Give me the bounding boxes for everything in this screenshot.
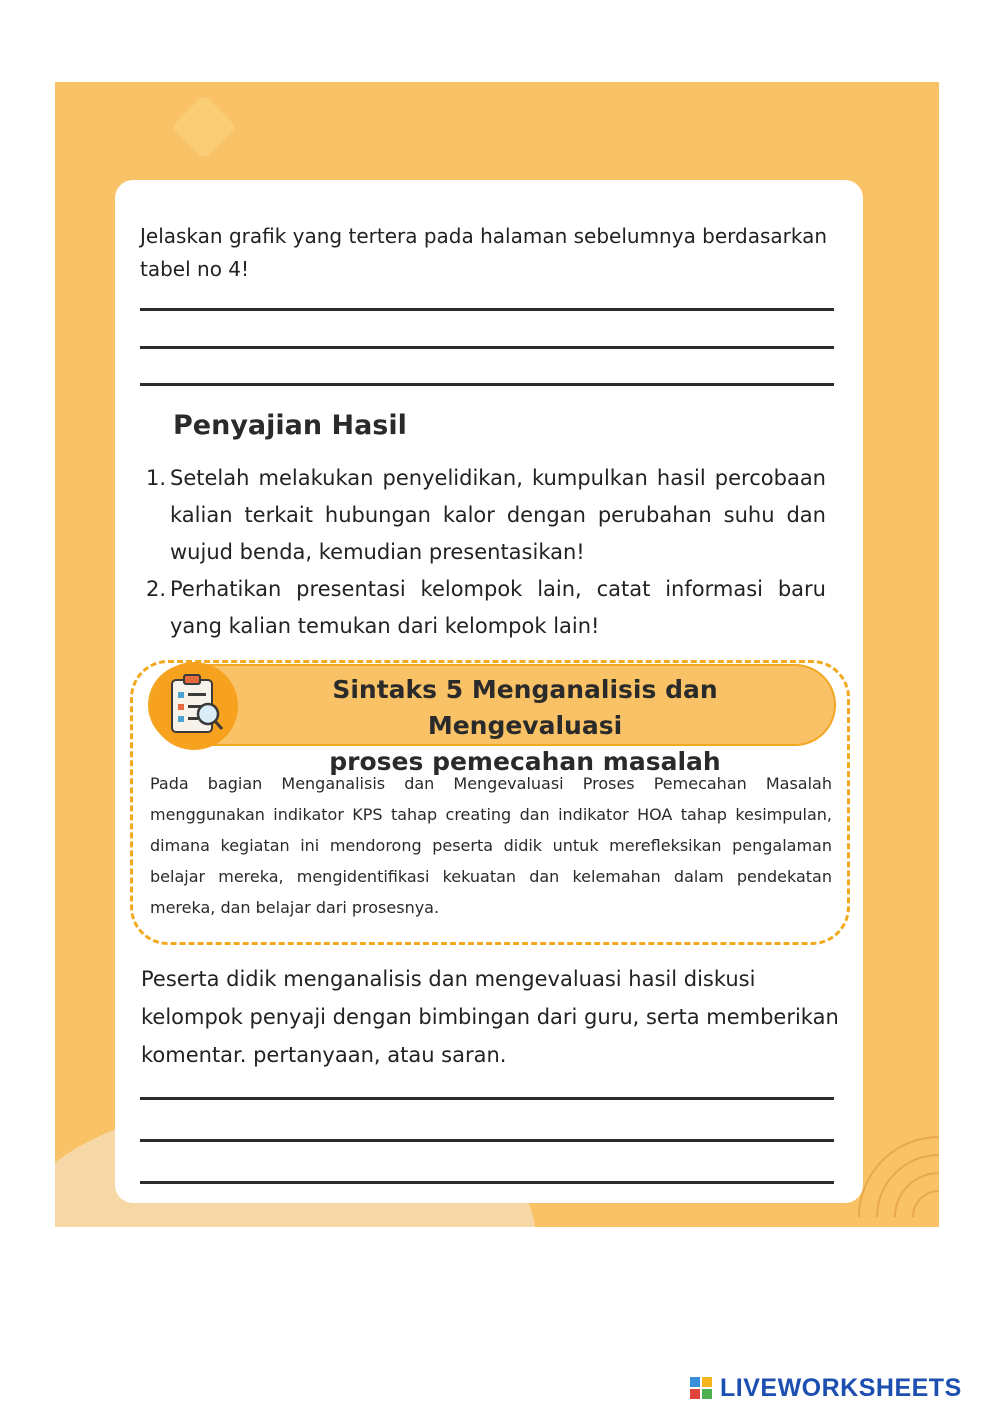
question-prompt: Jelaskan grafik yang tertera pada halaman sebelumnya berdasarkan tabel no 4! xyxy=(140,224,828,281)
answer-line-1[interactable] xyxy=(140,308,834,311)
answer-line-3[interactable] xyxy=(140,383,834,386)
answer-line-5[interactable] xyxy=(140,1139,834,1142)
answer-line-6[interactable] xyxy=(140,1181,834,1184)
clipboard-magnifier-icon xyxy=(150,662,238,750)
list-item xyxy=(146,571,826,645)
list-number: 2. xyxy=(146,577,167,601)
syntax-title-line1: Sintaks 5 Menganalisis dan Mengevaluasi xyxy=(332,675,718,740)
list-text: Perhatikan presentasi kelompok lain, catat informasi baru yang kalian temukan dari kelompok lain! xyxy=(170,577,826,638)
syntax-description: Pada bagian Menganalisis dan Mengevaluasi Proses Pemecahan Masalah menggunakan indikator KPS tahap creating dan indikator HOA tahap kesimpulan, dimana kegiatan ini mendorong peserta didik untuk merefleksikan pengalaman belajar mereka, mengidentifikasi kekuatan dan kelemahan dalam pendekatan mereka, dan belajar dari prosesnya. xyxy=(150,774,832,917)
answer-line-2[interactable] xyxy=(140,346,834,349)
activity-instruction: Peserta didik menganalisis dan mengevaluasi hasil diskusi kelompok penyaji dengan bimbingan dari guru, serta memberikan komentar. pertanyaan, atau saran. xyxy=(141,967,839,1067)
brand-name: LIVEWORKSHEETS xyxy=(720,1374,962,1402)
section-title-penyajian: Penyajian Hasil xyxy=(173,410,407,441)
list-number: 1. xyxy=(146,466,167,490)
answer-line-4[interactable] xyxy=(140,1097,834,1100)
syntax-title-line2: proses pemecahan masalah xyxy=(329,747,721,776)
syntax-title xyxy=(235,672,815,780)
list-item xyxy=(146,460,826,571)
liveworksheets-logo-icon xyxy=(690,1377,714,1401)
sparkle-decoration xyxy=(171,94,236,159)
list-text: Setelah melakukan penyelidikan, kumpulkan hasil percobaan kalian terkait hubungan kalor dengan perubahan suhu dan wujud benda, kemudian presentasikan! xyxy=(170,466,826,564)
liveworksheets-brand[interactable] xyxy=(690,1374,962,1403)
presentation-list xyxy=(146,460,826,645)
